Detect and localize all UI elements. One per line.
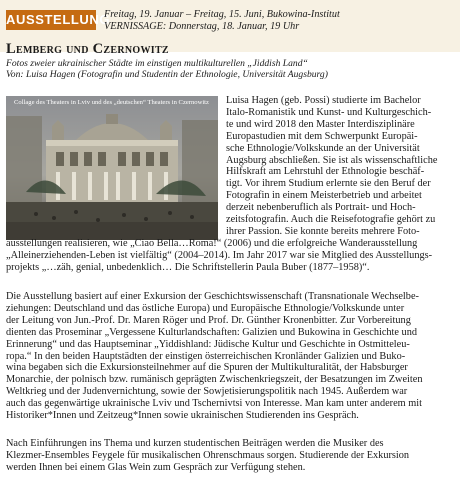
vernissage-info: VERNISSAGE: Donnerstag, 18. Januar, 19 Uhr [104,20,300,32]
event-program-description [6,438,456,474]
section-label: AUSSTELLUNG [6,10,96,30]
bio-line: Hilfskraft am Lehrstuhl der Ethnologie beschäf- [226,166,425,178]
paragraph-line: wina begaben sich die Exkursionsteilnehmer auf die Spuren der Multikulturalität, der Habsburger [6,362,408,374]
bio-line: ausstellungen realisieren, wie „Ciao Bella…Roma!“ (2006) und die erfolgreiche Wanderausstellung [6,238,418,249]
bio-line: Europastudien mit dem Schwerpunkt Europäi- [226,130,418,142]
paragraph-line: auch das gegenwärtige ukrainische Lviv und Tschernivtsi von Interesse. Man kam unter anderem mit [6,398,422,410]
paragraph-line: Erinnerung“ und das Hauptseminar „Yiddishland: Jüdische Kultur und Geschichte in Ostmitteleu- [6,338,410,350]
paragraph-line: der Leitung von Jun.-Prof. Dr. Maren Röger und Prof. Dr. Günther Kronenbitter. Zur Vorbereitung [6,314,411,326]
bio-line: sche Ethnologie/Volkskunde an der Universität [226,142,420,154]
bio-line: Italo-Romanistik und Kunst- und Kulturgeschich- [226,106,432,118]
author-line: Von: Luisa Hagen (Fotografin und Studentin der Ethnologie, Universität Augsburg) [6,69,328,80]
event-info [104,9,340,32]
paragraph-line: Weltkrieg und der Judenvernichtung, sowie der Sowjetisierungspolitik nach 1945. Außerdem war [6,386,408,398]
bio-line: zeitsfotografin. Auch die Reisefotografie gehört zu [226,214,436,226]
photo-caption: Collage des Theaters in Lviv und des „deutschen“ Theaters in Czernowitz [14,99,209,106]
paragraph-line: Die Ausstellung basiert auf einer Exkursion der Geschichtswissenschaft (Transnationale Wechselbe- [6,291,419,302]
bio-line: derzeit nebenberuflich als Portrait- und Hoch- [226,202,416,214]
article-subtitle [6,58,328,80]
article-title: Lemberg und Czernowitz [6,41,169,57]
paragraph-line: Historiker*Innen und Zeitzeug*Innen sowie ukrainischen Studierenden ins Gespräch. [6,410,359,422]
bio-line: „Alleinerziehenden-Leben ist vielfältig“ (2004–2014). Im Jahr 2017 war sie Mitglied des Ausstellungs- [6,249,433,261]
paragraph-line: Monarchie, der polnisch bzw. rumänisch geprägten Zwischenkriegszeit, der Besatzungen im Zweiten [6,374,423,386]
bio-line: Fotografin in einem Meisterbetrieb und arbeitet [226,190,422,202]
paragraph-line: werden Ihnen bei einem Glas Wein zum Gespräch zur Verfügung stehen. [6,461,306,473]
theater-collage-photo [6,96,218,240]
paragraph-line: Klezmer-Ensembles Feygele für musikalischen Ohrenschmaus sorgen. Studierende der Exkursion [6,449,410,461]
bio-line: projekts „…zäh, genial, unbedenklich… Die Schriftstellerin Paula Buber (1877–1958)“. [6,261,370,273]
paragraph-line: dienten das Proseminar „Vergessene Kulturlandschaften: Galizien und Bukowina in Geschichte und [6,326,418,338]
bio-line: tigt. Vor ihrem Studium erlernte sie den Beruf der [226,178,431,190]
event-dates: Freitag, 19. Januar – Freitag, 15. Juni, Bukowina-Institut [104,9,340,20]
exhibition-description [6,291,456,422]
theater-collage-image [6,96,218,240]
paragraph-line: ropa.“ In den beiden Hauptstädten der einstigen österreichischen Kronländer Galizien und Buko- [6,350,406,362]
bio-line: Augsburg abschließen. Sie ist als wissenschaftliche [226,154,438,166]
bio-line: ihrer Passion. Sie konnte bereits mehrere Foto- [226,225,420,237]
author-bio-full [6,238,456,274]
paragraph-line: Nach Einführungen ins Thema und kurzen studentischen Beiträgen werden die Musiker des [6,438,384,449]
bio-line: Luisa Hagen (geb. Possi) studierte im Bachelor [226,95,421,106]
subtitle-line: Fotos zweier ukrainischer Städte im einstigen multikulturellen „Jiddish Land“ [6,58,308,69]
author-bio-narrow [226,95,456,238]
paragraph-line: ziehungen: Deutschland und das östliche Europa) und Europäische Ethnologie/Volkskunde unter [6,302,405,314]
bio-line: te und wird 2018 den Master Interdisziplinäre [226,118,415,130]
